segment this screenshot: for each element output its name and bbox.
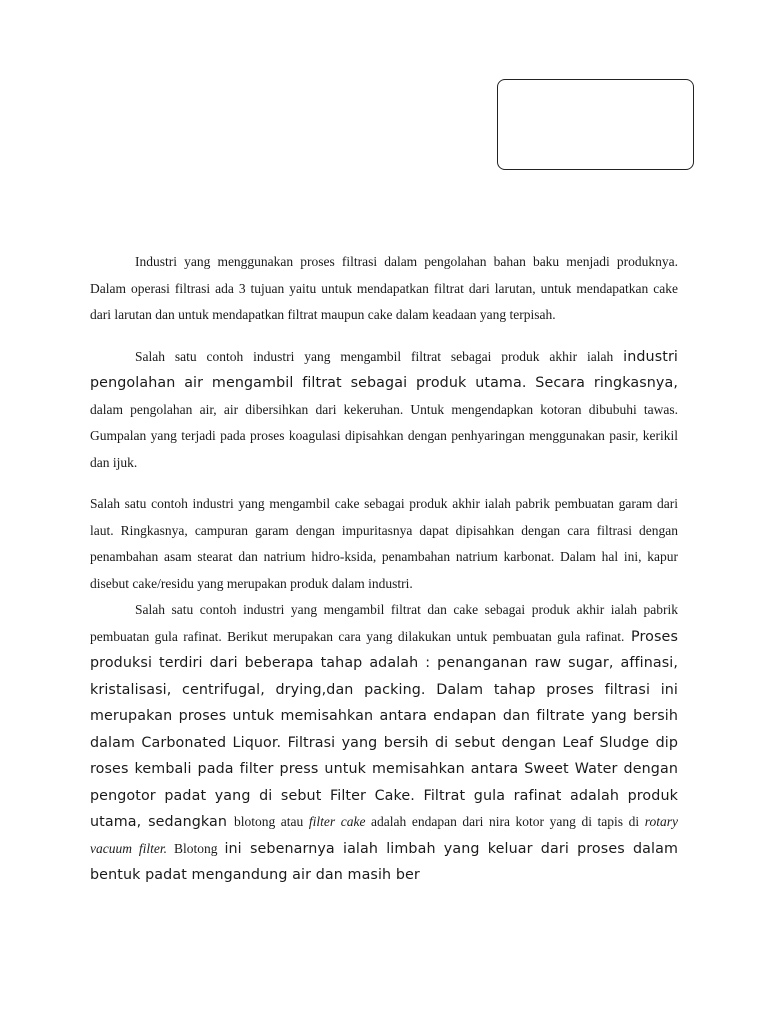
paragraph-salt-production: Salah satu contoh industri yang mengambil cake sebagai produk akhir ialah pabrik pembuatan garam dari laut. Ringkasnya, campuran garam dengan impuritasnya dapat dipisahkan dengan cara filtrasi dengan penambahan asam stearat dan natrium hidro-ksida, penambahan natrium karbonat. Dalam hal ini, kapur disebut cake/residu yang merupakan produk dalam industri. xyxy=(90,496,678,591)
document-body xyxy=(90,249,678,889)
paragraph-filtration-intro: Industri yang menggunakan proses filtrasi dalam pengolahan bahan baku menjadi produknya. Dalam operasi filtrasi ada 3 tujuan yaitu untuk mendapatkan filtrat dari larutan, untuk mendapatkan cake dari larutan dan untuk mendapatkan filtrat maupun cake dalam keadaan yang terpisah. xyxy=(90,254,678,322)
paragraph-water-treatment-part-1: Salah satu contoh industri yang mengambil filtrat sebagai produk akhir ialah xyxy=(135,348,624,364)
paragraph-refined-sugar-part-3: blotong atau xyxy=(233,814,309,829)
paragraph-water-treatment xyxy=(90,344,678,477)
paragraph-refined-sugar-part-5: Blotong xyxy=(167,840,225,856)
paragraph-refined-sugar-part-4: adalah endapan dari nira kotor yang di tapis di xyxy=(365,814,645,829)
paragraph-refined-sugar-part-6: ini sebenarnya ialah limbah yang keluar dari proses dalam bentuk padat mengandung air dan masih ber xyxy=(90,840,678,883)
paragraph-water-treatment-part-2: industri pengolahan air mengambil filtrat sebagai produk utama. Secara ringkasnya, xyxy=(90,348,678,391)
paragraph-refined-sugar-part-1: Salah satu contoh industri yang mengambil filtrat dan cake sebagai produk akhir ialah pabrik pembuatan gula rafinat. Berikut merupakan cara yang dilakukan untuk pembuatan gula rafinat. xyxy=(90,602,678,644)
rotary-vacuum-filter-term: rotary vacuum filter. xyxy=(90,814,678,856)
filter-cake-term: filter cake xyxy=(308,814,366,829)
header-frame-box xyxy=(497,79,694,170)
paragraph-refined-sugar xyxy=(90,597,678,889)
paragraph-water-treatment-part-3: dalam pengolahan air, air dibersihkan dari kekeruhan. Untuk mengendapkan kotoran dibubuhi tawas. Gumpalan yang terjadi pada proses koagulasi dipisahkan dengan penhyaringan menggunakan pasir, kerikil dan ijuk. xyxy=(90,401,678,470)
paragraph-refined-sugar-part-2: Proses produksi terdiri dari beberapa tahap adalah : penanganan raw sugar, affinasi, kristalisasi, centrifugal, drying,dan packing. Dalam tahap proses filtrasi ini merupakan proses untuk memisahkan antara endapan dan filtrate yang bersih dalam Carbonated Liquor. Filtrasi yang bersih di sebut dengan Leaf Sludge dip roses kembali pada filter press untuk memisahkan antara Sweet Water dengan pengotor padat yang di sebut Filter Cake. Filtrat gula rafinat adalah produk utama, sedangkan xyxy=(90,628,679,830)
